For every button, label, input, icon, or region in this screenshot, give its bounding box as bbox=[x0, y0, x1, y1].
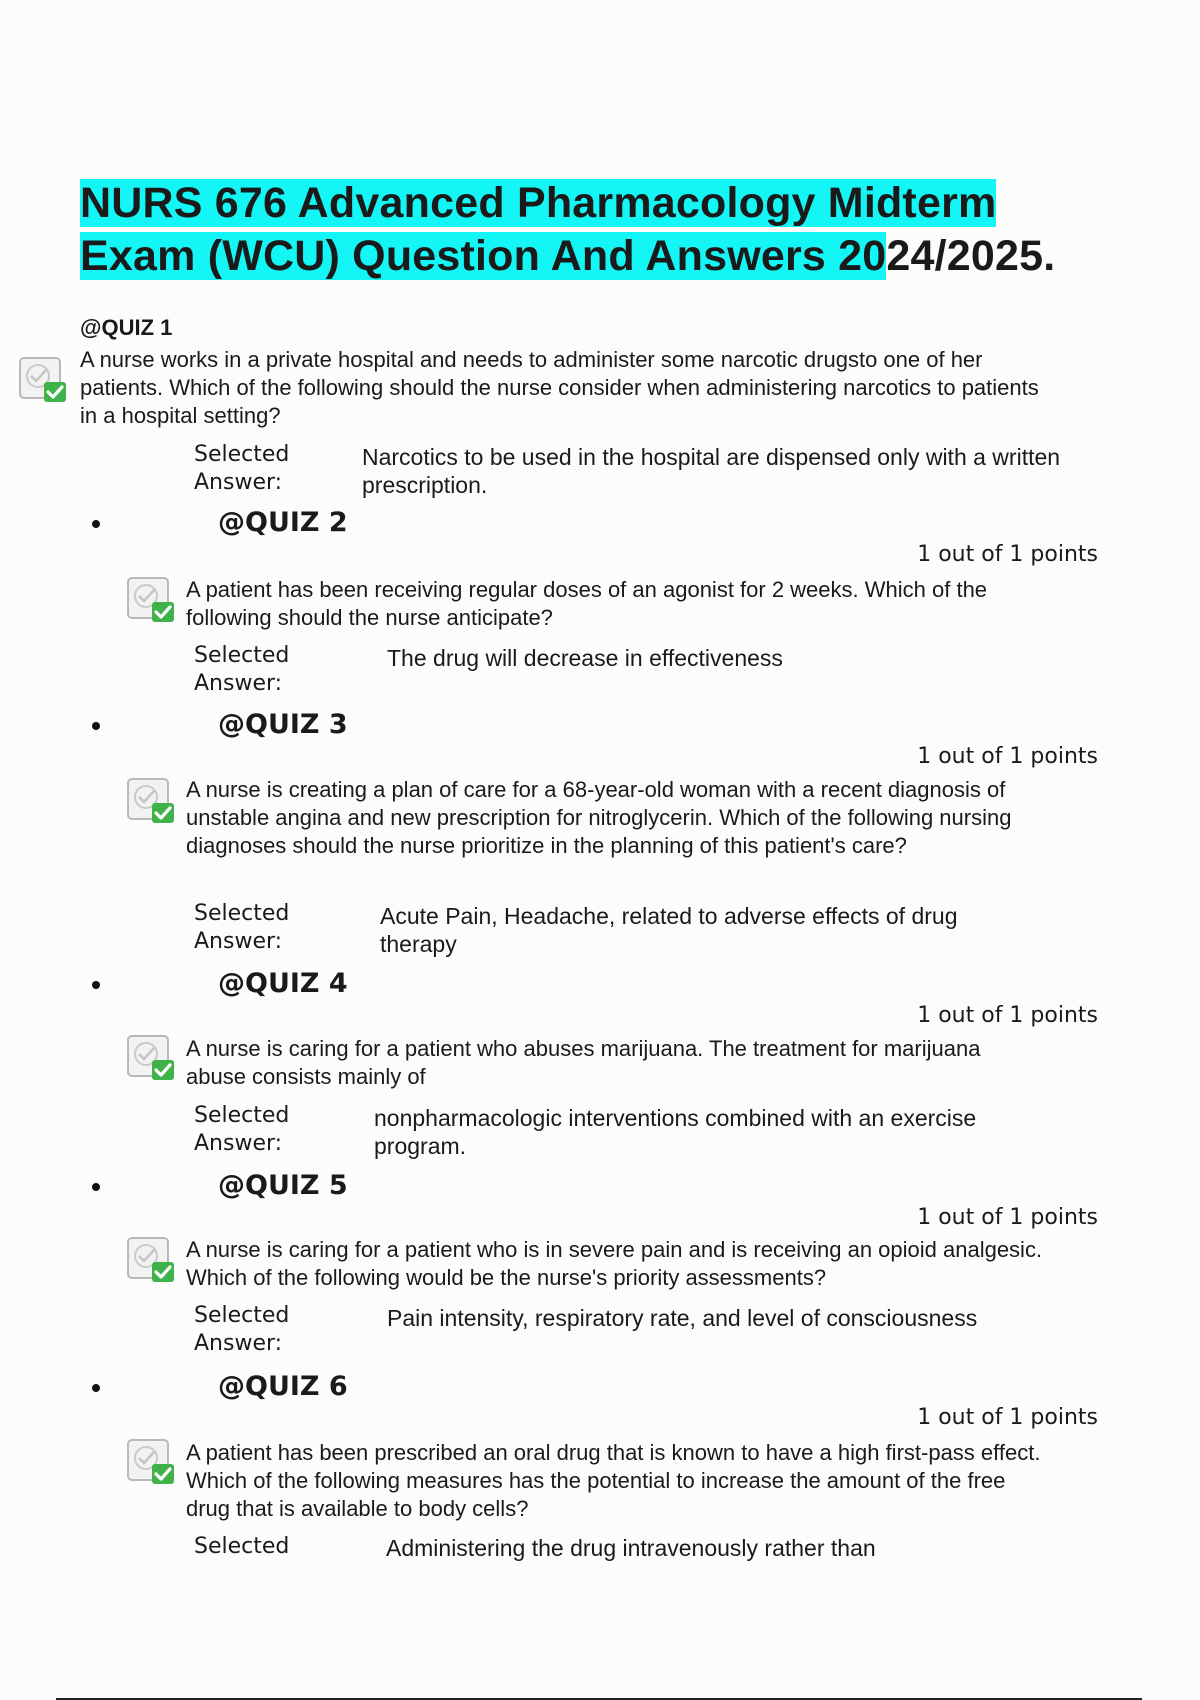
correct-answer-check-icon bbox=[126, 777, 178, 827]
quiz-3-selected-label: Selected bbox=[194, 901, 290, 926]
quiz-3-heading: @QUIZ 3 bbox=[218, 709, 348, 740]
page-title-rest: 24/2025. bbox=[886, 232, 1056, 280]
quiz-2-selected-answer: The drug will decrease in effectiveness bbox=[387, 645, 783, 671]
quiz-3-answer-label: Answer: bbox=[194, 929, 283, 954]
quiz-1-answer-label: Answer: bbox=[194, 470, 283, 495]
quiz-6-selected-label: Selected bbox=[194, 1534, 290, 1559]
correct-answer-check-icon bbox=[126, 1236, 178, 1286]
list-bullet bbox=[92, 1183, 100, 1191]
quiz-4-points: 1 out of 1 points bbox=[917, 1003, 1098, 1028]
quiz-2-heading: @QUIZ 2 bbox=[218, 507, 348, 538]
correct-answer-check-icon bbox=[18, 356, 70, 406]
quiz-2-question: A patient has been receiving regular doses of an agonist for 2 weeks. Which of the following should the nurse anticipate? bbox=[186, 577, 988, 630]
quiz-6-selected-answer: Administering the drug intravenously rather than bbox=[386, 1535, 876, 1561]
quiz-2-answer-label: Answer: bbox=[194, 671, 283, 696]
quiz-6-question: A patient has been prescribed an oral drug that is known to have a high first-pass effect. Which of the following measures has the potential to increase the amount of the free drug that is available to body cells? bbox=[186, 1440, 1041, 1521]
quiz-5-heading: @QUIZ 5 bbox=[218, 1170, 348, 1201]
quiz-3-points: 1 out of 1 points bbox=[917, 744, 1098, 769]
correct-answer-check-icon bbox=[126, 1438, 178, 1488]
quiz-2-points: 1 out of 1 points bbox=[917, 542, 1098, 567]
quiz-5-selected-label: Selected bbox=[194, 1303, 290, 1328]
page-title bbox=[80, 177, 1120, 283]
quiz-6-heading: @QUIZ 6 bbox=[218, 1371, 348, 1402]
correct-answer-check-icon bbox=[126, 1034, 178, 1084]
quiz-5-points: 1 out of 1 points bbox=[917, 1205, 1098, 1230]
quiz-1-heading: @QUIZ 1 bbox=[80, 315, 173, 340]
quiz-5-selected-answer: Pain intensity, respiratory rate, and level of consciousness bbox=[387, 1305, 978, 1331]
list-bullet bbox=[92, 1384, 100, 1392]
quiz-4-answer-label: Answer: bbox=[194, 1131, 283, 1156]
quiz-4-question: A nurse is caring for a patient who abuses marijuana. The treatment for marijuana abuse consists mainly of bbox=[186, 1036, 981, 1089]
quiz-5-question: A nurse is caring for a patient who is in severe pain and is receiving an opioid analgesic. Which of the following would be the nurse's priority assessments? bbox=[186, 1237, 1043, 1290]
quiz-1-question: A nurse works in a private hospital and needs to administer some narcotic drugsto one of her patients. Which of the following should the nurse consider when administering narcotics to patients in a hospital setting? bbox=[80, 347, 1039, 428]
list-bullet bbox=[92, 981, 100, 989]
quiz-3-selected-answer: Acute Pain, Headache, related to adverse effects of drug therapy bbox=[380, 903, 958, 957]
quiz-1-selected-label: Selected bbox=[194, 442, 290, 467]
quiz-5-answer-label: Answer: bbox=[194, 1331, 283, 1356]
quiz-4-heading: @QUIZ 4 bbox=[218, 968, 348, 999]
quiz-2-selected-label: Selected bbox=[194, 643, 290, 668]
page-title-highlighted: NURS 676 Advanced Pharmacology Midterm Exam (WCU) Question And Answers 20 bbox=[80, 179, 997, 280]
quiz-1-selected-answer: Narcotics to be used in the hospital are dispensed only with a written prescription. bbox=[362, 444, 1061, 498]
list-bullet bbox=[92, 520, 100, 528]
correct-answer-check-icon bbox=[126, 576, 178, 626]
quiz-4-selected-answer: nonpharmacologic interventions combined with an exercise program. bbox=[374, 1105, 977, 1159]
quiz-6-points: 1 out of 1 points bbox=[917, 1405, 1098, 1430]
list-bullet bbox=[92, 722, 100, 730]
quiz-3-question: A nurse is creating a plan of care for a 68-year-old woman with a recent diagnosis of unstable angina and new prescription for nitroglycerin. Which of the following nursing diagnoses should the nurse prioritize in the planning of this patient's care? bbox=[186, 777, 1012, 858]
quiz-4-selected-label: Selected bbox=[194, 1103, 290, 1128]
